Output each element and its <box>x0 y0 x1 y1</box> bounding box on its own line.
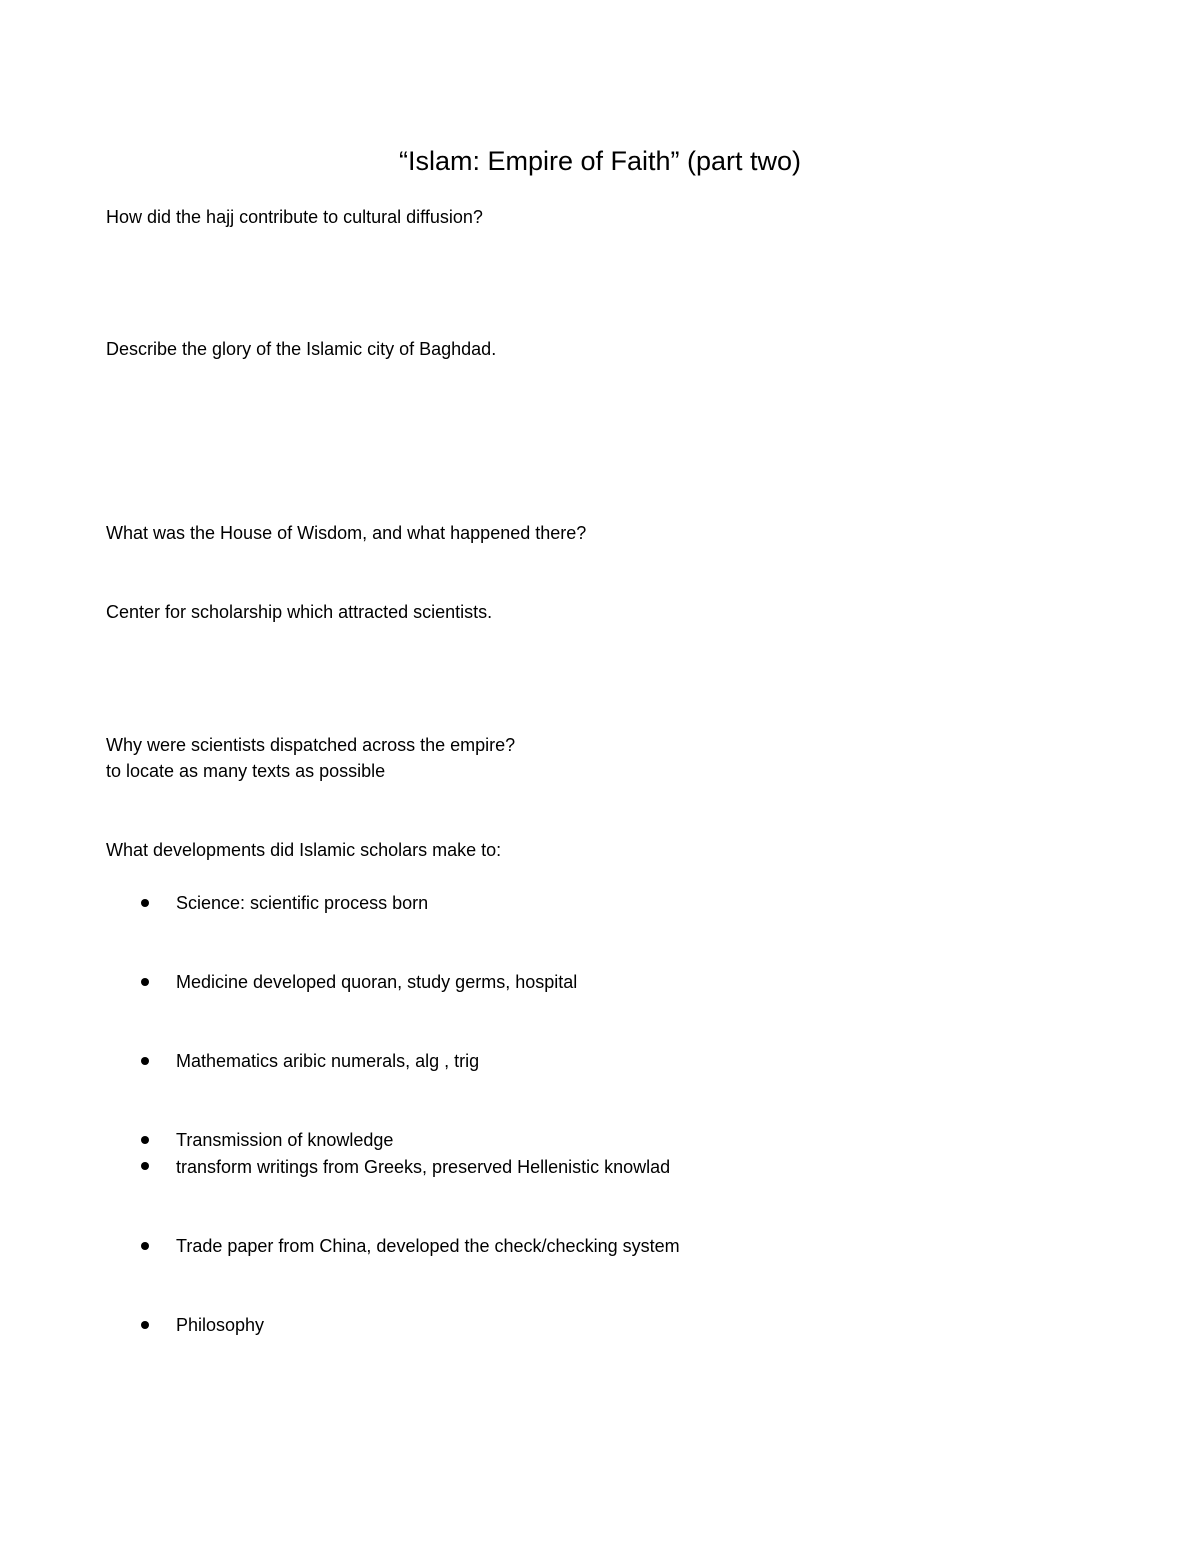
bullet-dot <box>141 978 149 986</box>
question-hajj: How did the hajj contribute to cultural diffusion? <box>106 207 483 227</box>
question-house-of-wisdom: What was the House of Wisdom, and what happened there? <box>106 523 587 543</box>
bullet-science: Science: scientific process born <box>176 893 429 913</box>
bullet-medicine: Medicine developed quoran, study germs, hospital <box>176 972 578 992</box>
bullet-dot <box>141 1162 149 1170</box>
question-baghdad: Describe the glory of the Islamic city of Baghdad. <box>106 339 497 359</box>
question-developments: What developments did Islamic scholars make to: <box>106 840 502 860</box>
answer-house-of-wisdom: Center for scholarship which attracted scientists. <box>106 602 493 622</box>
bullet-trade: Trade paper from China, developed the check/checking system <box>176 1236 680 1256</box>
page-title: “Islam: Empire of Faith” (part two) <box>398 146 802 176</box>
bullet-dot <box>141 1057 149 1065</box>
bullet-dot <box>141 1321 149 1329</box>
question-scientists-dispatched: Why were scientists dispatched across the empire? <box>106 735 516 755</box>
bullet-dot <box>141 1136 149 1144</box>
bullet-philosophy: Philosophy <box>176 1315 265 1335</box>
bullet-mathematics: Mathematics aribic numerals, alg , trig <box>176 1051 480 1071</box>
bullet-transform-writings: transform writings from Greeks, preserved Hellenistic knowlad <box>176 1157 671 1177</box>
answer-scientists-dispatched: to locate as many texts as possible <box>106 761 386 781</box>
bullet-transmission: Transmission of knowledge <box>176 1130 394 1150</box>
bullet-dot <box>141 899 149 907</box>
bullet-dot <box>141 1242 149 1250</box>
